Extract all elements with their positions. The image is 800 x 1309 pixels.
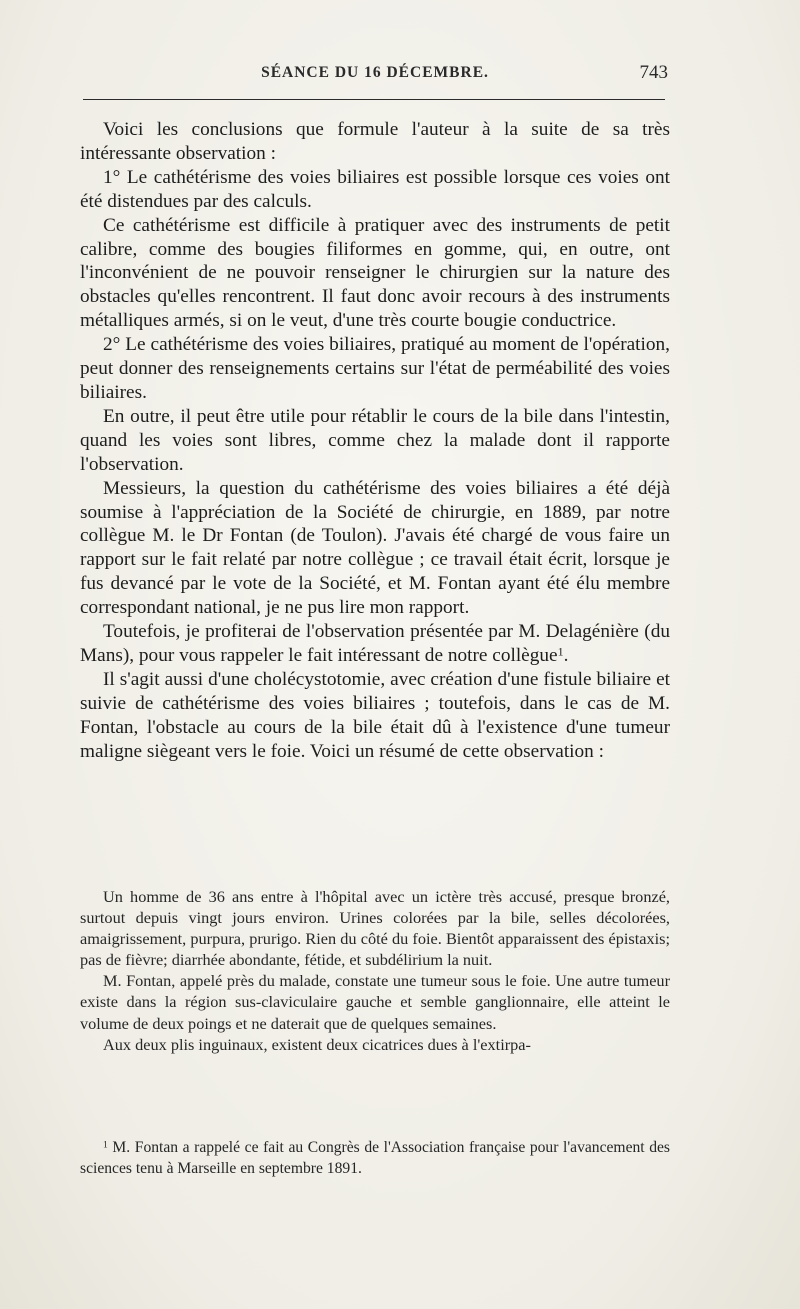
paragraph-toutefois bbox=[80, 620, 670, 668]
observation-summary bbox=[80, 886, 670, 1055]
observation-paragraph-3: Aux deux plis inguinaux, existent deux cicatrices dues à l'extirpa- bbox=[103, 1034, 531, 1054]
paragraph-intro: Voici les conclusions que formule l'auteur à la suite de sa très intéressante observation : bbox=[80, 119, 670, 164]
main-text bbox=[80, 118, 670, 763]
paragraph-messieurs: Messieurs, la question du cathétérisme des voies biliaires a été déjà soumise à l'appréciation de la Société de chirurgie, en 1889, par notre collègue M. le Dr Fontan (de Toulon). J'avais été chargé de vous faire un rapport sur le fait relaté par notre collègue ; ce travail était écrit, lorsque je fus devancé par le vote de la Société, et M. Fontan ayant été élu membre correspondant national, je ne pus lire mon rapport. bbox=[80, 477, 670, 619]
running-title: SÉANCE DU 16 DÉCEMBRE. bbox=[261, 64, 489, 81]
footnote-mark: 1 bbox=[103, 1139, 108, 1151]
paragraph-toutefois-end: . bbox=[563, 644, 569, 666]
paragraph-conclusion-1: 1° Le cathétérisme des voies biliaires est possible lorsque ces voies ont été distendues par des calculs. bbox=[80, 166, 670, 212]
page-header bbox=[80, 62, 670, 86]
paragraph-toutefois-text: Toutefois, je profiterai de l'observation présentée par M. Delagénière (du Mans), pour vous rappeler le fait intéressant de notre collègue bbox=[80, 621, 670, 666]
paragraph-utility: En outre, il peut être utile pour rétablir le cours de la bile dans l'intestin, quand les voies sont libres, comme chez la malade dont il rapporte l'observation. bbox=[80, 405, 670, 475]
footnote-reference: 1 bbox=[557, 644, 564, 659]
observation-paragraph-1: Un homme de 36 ans entre à l'hôpital avec un ictère très accusé, presque bronzé, surtout depuis vingt jours environ. Urines colorées par la bile, selles décolorées, amaigrissement, purpura, prurigo. Rien du côté du foie. Bientôt apparaissent des épistaxis; pas de fièvre; diarrhée abondante, fétide, et subdélirium la nuit. bbox=[80, 887, 670, 970]
footnote bbox=[80, 1138, 670, 1179]
footnote-text bbox=[80, 1138, 670, 1179]
paragraph-catheterism-difficulty: Ce cathétérisme est difficile à pratiquer avec des instruments de petit calibre, comme des bougies filiformes en gomme, qui, en outre, ont l'inconvénient de ne pouvoir renseigner le chirurgien sur la nature des obstacles qu'elles rencontrent. Il faut donc avoir recours à des instruments métalliques armés, si on le veut, d'une très courte bougie conductrice. bbox=[80, 214, 670, 332]
page-number: 743 bbox=[639, 62, 668, 83]
footnote-body: M. Fontan a rappelé ce fait au Congrès de l'Association française pour l'avancement des sciences tenu à Marseille en septembre 1891. bbox=[80, 1139, 670, 1177]
header-rule bbox=[83, 99, 665, 100]
paragraph-conclusion-2: 2° Le cathétérisme des voies biliaires, pratiqué au moment de l'opération, peut donner des renseignements certains sur l'état de perméabilité des voies biliaires. bbox=[80, 334, 670, 403]
paragraph-fontan-case: Il s'agit aussi d'une cholécystotomie, avec création d'une fistule biliaire et suivie de cathétérisme des voies biliaires ; toutefois, dans le cas de M. Fontan, l'obstacle au cours de la bile était dû à l'existence d'une tumeur maligne siègeant vers le foie. Voici un résumé de cette observation : bbox=[80, 668, 670, 762]
observation-paragraph-2: M. Fontan, appelé près du malade, constate une tumeur sous le foie. Une autre tumeur existe dans la région sus-claviculaire gauche et semble ganglionnaire, elle atteint le volume de deux poings et ne daterait que de quelques semaines. bbox=[80, 971, 670, 1033]
